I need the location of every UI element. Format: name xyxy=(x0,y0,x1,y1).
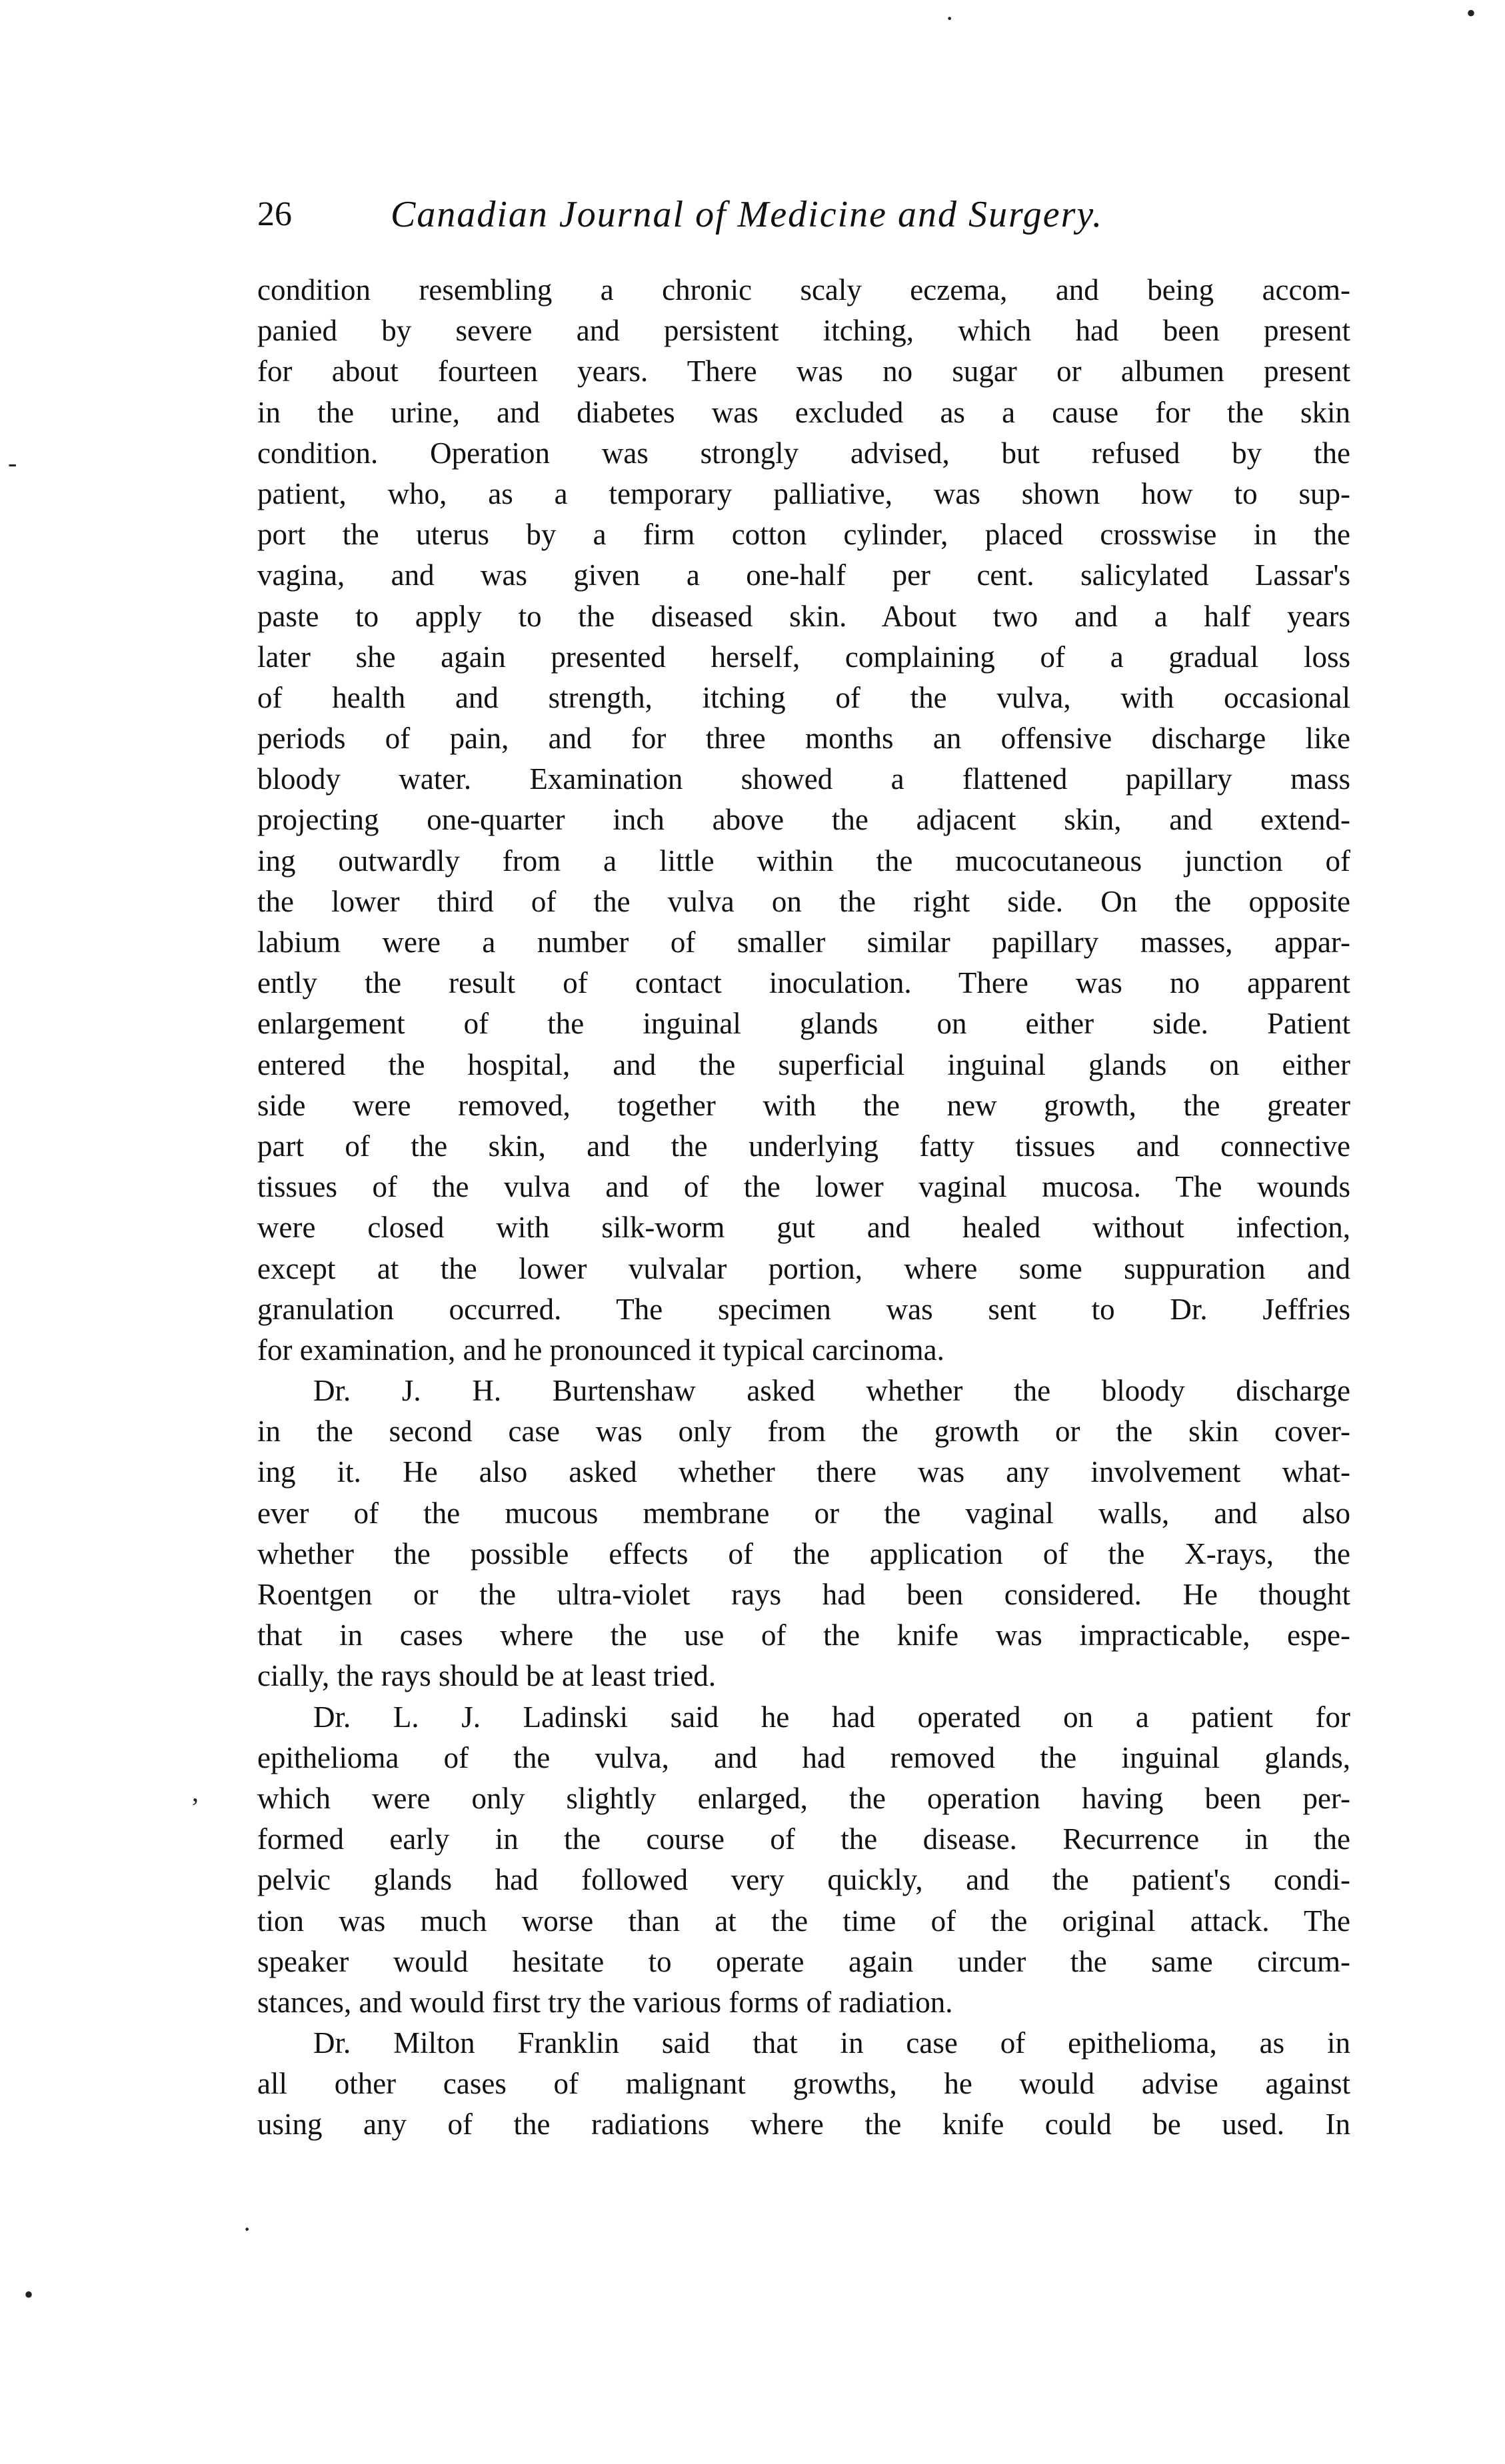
text-line: periods of pain, and for three months an offensive discharge like xyxy=(257,722,1350,756)
top-right-mark: • xyxy=(1466,0,1476,28)
text-line: pelvic glands had followed very quickly, and the patient's condi- xyxy=(257,1863,1350,1897)
text-line: epithelioma of the vulva, and had removed the inguinal glands, xyxy=(257,1740,1350,1774)
text-line: granulation occurred. The specimen was sent to Dr. Jeffries xyxy=(257,1292,1350,1326)
text-line: paste to apply to the diseased skin. About two and a half years xyxy=(257,599,1350,633)
bottom-left-mark: • xyxy=(24,2279,34,2309)
text-line: except at the lower vulvalar portion, where some suppuration and xyxy=(257,1251,1350,1285)
text-line: cially, the rays should be at least tried. xyxy=(257,1659,717,1693)
text-line: using any of the radiations where the knife could be used. In xyxy=(257,2108,1350,2142)
page-number: 26 xyxy=(257,195,292,233)
text-line: part of the skin, and the underlying fatty tissues and connective xyxy=(257,1129,1350,1163)
text-line: enlargement of the inguinal glands on either side. Patient xyxy=(257,1007,1350,1041)
text-line: entered the hospital, and the superficial inguinal glands on either xyxy=(257,1047,1350,1081)
paragraph-case-report xyxy=(257,270,1350,1371)
text-line: tion was much worse than at the time of the original attack. The xyxy=(257,1904,1350,1938)
left-margin-comma: , xyxy=(192,1777,199,1807)
text-line: port the uterus by a firm cotton cylinder, placed crosswise in the xyxy=(257,518,1350,552)
text-line: Dr. Milton Franklin said that in case of epithelioma, as in xyxy=(313,2026,1350,2060)
body-text xyxy=(257,270,1350,2146)
running-header xyxy=(257,193,1364,247)
text-line: ing it. He also asked whether there was any involvement what- xyxy=(257,1455,1350,1489)
paragraph-franklin xyxy=(257,2023,1350,2146)
text-line: Roentgen or the ultra-violet rays had been considered. He thought xyxy=(257,1578,1350,1611)
text-line: speaker would hesitate to operate again under the same circum- xyxy=(257,1944,1350,1978)
paragraph-burtenshaw xyxy=(257,1371,1350,1697)
text-line: Dr. J. H. Burtenshaw asked whether the bloody discharge xyxy=(313,1374,1350,1408)
bottom-dot-mark: · xyxy=(243,2214,252,2244)
text-line: condition resembling a chronic scaly eczema, and being accom- xyxy=(257,273,1350,307)
text-line: in the urine, and diabetes was excluded as a cause for the skin xyxy=(257,395,1350,429)
text-line: Dr. L. J. Ladinski said he had operated on a patient for xyxy=(313,1700,1350,1734)
text-line: later she again presented herself, complaining of a gradual loss xyxy=(257,640,1350,674)
text-line: which were only slightly enlarged, the operation having been per- xyxy=(257,1781,1350,1815)
paragraph-ladinski xyxy=(257,1697,1350,2024)
text-line: in the second case was only from the growth or the skin cover- xyxy=(257,1415,1350,1449)
text-line: formed early in the course of the disease. Recurrence in the xyxy=(257,1822,1350,1856)
text-line: were closed with silk-worm gut and healed without infection, xyxy=(257,1211,1350,1245)
text-line: stances, and would first try the various forms of radiation. xyxy=(257,1985,953,2019)
text-line: condition. Operation was strongly advised, but refused by the xyxy=(257,436,1350,470)
text-line: vagina, and was given a one-half per cent. salicylated Lassar's xyxy=(257,558,1350,592)
text-line: patient, who, as a temporary palliative, was shown how to sup- xyxy=(257,476,1350,510)
text-line: panied by severe and persistent itching, which had been present xyxy=(257,314,1350,348)
text-line: bloody water. Examination showed a flattened papillary mass xyxy=(257,762,1350,796)
text-line: ever of the mucous membrane or the vaginal walls, and also xyxy=(257,1496,1350,1530)
left-margin-dash: - xyxy=(8,448,17,478)
text-line: that in cases where the use of the knife was impracticable, espe- xyxy=(257,1618,1350,1652)
text-line: the lower third of the vulva on the right side. On the opposite xyxy=(257,884,1350,918)
text-line: ing outwardly from a little within the mucocutaneous junction of xyxy=(257,844,1350,878)
text-line: for about fourteen years. There was no sugar or albumen present xyxy=(257,354,1350,388)
text-line: tissues of the vulva and of the lower vaginal mucosa. The wounds xyxy=(257,1170,1350,1204)
text-line: side were removed, together with the new growth, the greater xyxy=(257,1088,1350,1122)
text-line: all other cases of malignant growths, he would advise against xyxy=(257,2067,1350,2101)
text-line: of health and strength, itching of the vulva, with occasional xyxy=(257,680,1350,714)
text-line: projecting one-quarter inch above the adjacent skin, and extend- xyxy=(257,803,1350,837)
text-line: labium were a number of smaller similar papillary masses, appar- xyxy=(257,925,1350,959)
text-line: for examination, and he pronounced it typical carcinoma. xyxy=(257,1333,944,1367)
top-dot-mark: · xyxy=(945,3,954,33)
text-line: ently the result of contact inoculation. There was no apparent xyxy=(257,966,1350,1000)
running-title: Canadian Journal of Medicine and Surgery. xyxy=(391,194,1104,235)
text-line: whether the possible effects of the application of the X-rays, the xyxy=(257,1537,1350,1570)
